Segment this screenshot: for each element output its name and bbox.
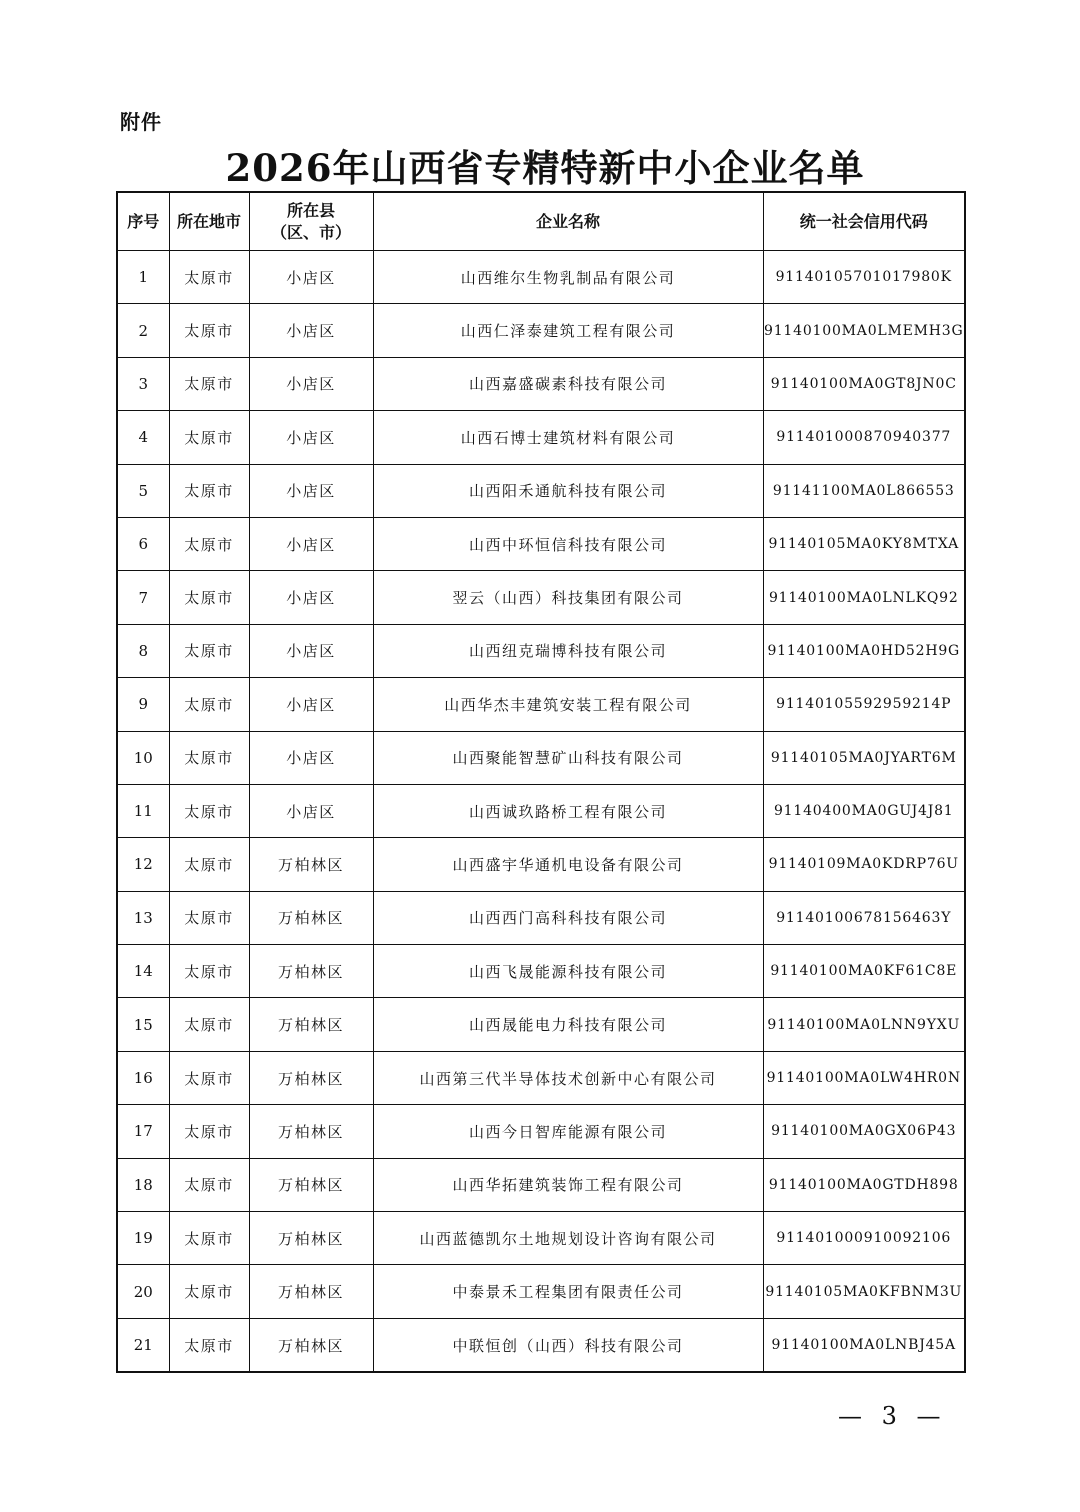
cell-seq: 19 (117, 1212, 169, 1265)
table-row (117, 891, 965, 944)
cell-company-name: 山西中环恒信科技有限公司 (373, 517, 763, 570)
table-row (117, 571, 965, 624)
header-row (117, 192, 965, 251)
table-row (117, 1318, 965, 1372)
header-seq: 序号 (117, 192, 169, 251)
cell-credit-code: 91140100MA0LMEMH3G (763, 304, 965, 357)
cell-company-name: 中泰景禾工程集团有限责任公司 (373, 1265, 763, 1318)
cell-seq: 7 (117, 571, 169, 624)
table-row (117, 1158, 965, 1211)
cell-company-name: 山西仁泽泰建筑工程有限公司 (373, 304, 763, 357)
cell-company-name: 山西纽克瑞博科技有限公司 (373, 624, 763, 677)
table-row (117, 1265, 965, 1318)
cell-county: 万柏林区 (249, 1318, 373, 1372)
cell-city: 太原市 (169, 1265, 249, 1318)
cell-seq: 16 (117, 1051, 169, 1104)
table-row (117, 838, 965, 891)
cell-seq: 4 (117, 411, 169, 464)
table-row (117, 998, 965, 1051)
table-row (117, 1105, 965, 1158)
header-code: 统一社会信用代码 (763, 192, 965, 251)
cell-county: 万柏林区 (249, 1212, 373, 1265)
cell-seq: 20 (117, 1265, 169, 1318)
cell-company-name: 山西华拓建筑装饰工程有限公司 (373, 1158, 763, 1211)
cell-credit-code: 911401000910092106 (763, 1212, 965, 1265)
cell-county: 小店区 (249, 784, 373, 837)
enterprise-table (116, 191, 966, 1373)
table-row (117, 624, 965, 677)
cell-county: 万柏林区 (249, 1105, 373, 1158)
cell-city: 太原市 (169, 1212, 249, 1265)
cell-credit-code: 91141100MA0L866553 (763, 464, 965, 517)
cell-city: 太原市 (169, 357, 249, 410)
table-row (117, 464, 965, 517)
header-company: 企业名称 (373, 192, 763, 251)
cell-company-name: 山西第三代半导体技术创新中心有限公司 (373, 1051, 763, 1104)
cell-company-name: 山西飞晟能源科技有限公司 (373, 945, 763, 998)
table-row (117, 304, 965, 357)
cell-credit-code: 91140100MA0LNLKQ92 (763, 571, 965, 624)
cell-seq: 21 (117, 1318, 169, 1372)
cell-city: 太原市 (169, 624, 249, 677)
cell-seq: 8 (117, 624, 169, 677)
cell-credit-code: 91140100MA0KF61C8E (763, 945, 965, 998)
cell-seq: 12 (117, 838, 169, 891)
cell-seq: 18 (117, 1158, 169, 1211)
cell-county: 小店区 (249, 678, 373, 731)
table-body (117, 251, 965, 1373)
table-row (117, 251, 965, 304)
cell-credit-code: 91140100MA0LNN9YXU (763, 998, 965, 1051)
cell-seq: 13 (117, 891, 169, 944)
table-row (117, 1212, 965, 1265)
cell-county: 小店区 (249, 357, 373, 410)
cell-company-name: 山西维尔生物乳制品有限公司 (373, 251, 763, 304)
cell-city: 太原市 (169, 304, 249, 357)
cell-city: 太原市 (169, 411, 249, 464)
cell-seq: 2 (117, 304, 169, 357)
cell-county: 小店区 (249, 571, 373, 624)
cell-city: 太原市 (169, 1051, 249, 1104)
cell-county: 万柏林区 (249, 998, 373, 1051)
cell-credit-code: 91140100MA0HD52H9G (763, 624, 965, 677)
cell-city: 太原市 (169, 945, 249, 998)
table-row (117, 678, 965, 731)
cell-credit-code: 91140105MA0JYART6M (763, 731, 965, 784)
cell-credit-code: 91140100MA0LNBJ45A (763, 1318, 965, 1372)
cell-city: 太原市 (169, 1318, 249, 1372)
cell-seq: 6 (117, 517, 169, 570)
cell-credit-code: 91140105701017980K (763, 251, 965, 304)
cell-seq: 11 (117, 784, 169, 837)
cell-city: 太原市 (169, 1105, 249, 1158)
header-city: 所在地市 (169, 192, 249, 251)
cell-credit-code: 91140100MA0LW4HR0N (763, 1051, 965, 1104)
cell-company-name: 山西蓝德凯尔土地规划设计咨询有限公司 (373, 1212, 763, 1265)
header-county-line1: 所在县 (286, 200, 335, 220)
cell-seq: 1 (117, 251, 169, 304)
cell-county: 万柏林区 (249, 1158, 373, 1211)
cell-city: 太原市 (169, 998, 249, 1051)
cell-county: 万柏林区 (249, 838, 373, 891)
cell-company-name: 山西盛宇华通机电设备有限公司 (373, 838, 763, 891)
cell-credit-code: 91140105MA0KY8MTXA (763, 517, 965, 570)
cell-seq: 10 (117, 731, 169, 784)
cell-county: 小店区 (249, 304, 373, 357)
cell-seq: 17 (117, 1105, 169, 1158)
cell-city: 太原市 (169, 571, 249, 624)
cell-credit-code: 91140109MA0KDRP76U (763, 838, 965, 891)
cell-city: 太原市 (169, 891, 249, 944)
cell-company-name: 山西今日智库能源有限公司 (373, 1105, 763, 1158)
cell-company-name: 山西聚能智慧矿山科技有限公司 (373, 731, 763, 784)
cell-county: 万柏林区 (249, 945, 373, 998)
cell-credit-code: 91140100MA0GT8JN0C (763, 357, 965, 410)
cell-county: 小店区 (249, 624, 373, 677)
table-row (117, 1051, 965, 1104)
cell-credit-code: 91140100MA0GTDH898 (763, 1158, 965, 1211)
cell-city: 太原市 (169, 464, 249, 517)
cell-city: 太原市 (169, 251, 249, 304)
cell-seq: 15 (117, 998, 169, 1051)
cell-credit-code: 91140100MA0GX06P43 (763, 1105, 965, 1158)
cell-company-name: 山西嘉盛碳素科技有限公司 (373, 357, 763, 410)
cell-county: 万柏林区 (249, 891, 373, 944)
cell-county: 小店区 (249, 731, 373, 784)
cell-company-name: 山西石博士建筑材料有限公司 (373, 411, 763, 464)
table-row (117, 731, 965, 784)
cell-county: 小店区 (249, 411, 373, 464)
table-row (117, 517, 965, 570)
cell-city: 太原市 (169, 784, 249, 837)
cell-seq: 5 (117, 464, 169, 517)
table-row (117, 784, 965, 837)
cell-city: 太原市 (169, 838, 249, 891)
cell-city: 太原市 (169, 678, 249, 731)
cell-city: 太原市 (169, 1158, 249, 1211)
cell-credit-code: 91140105592959214P (763, 678, 965, 731)
table-header (117, 192, 965, 251)
table-row (117, 411, 965, 464)
cell-city: 太原市 (169, 517, 249, 570)
cell-city: 太原市 (169, 731, 249, 784)
table-row (117, 945, 965, 998)
cell-company-name: 山西西门高科科技有限公司 (373, 891, 763, 944)
page-number: — 3 — (838, 1402, 947, 1430)
cell-county: 小店区 (249, 517, 373, 570)
cell-county: 小店区 (249, 464, 373, 517)
cell-county: 万柏林区 (249, 1265, 373, 1318)
cell-company-name: 山西晟能电力科技有限公司 (373, 998, 763, 1051)
cell-company-name: 山西华杰丰建筑安装工程有限公司 (373, 678, 763, 731)
attachment-label: 附件 (120, 110, 162, 134)
cell-credit-code: 91140400MA0GUJ4J81 (763, 784, 965, 837)
header-county (249, 192, 373, 251)
cell-credit-code: 911401000870940377 (763, 411, 965, 464)
header-county-line2: （区、市） (270, 222, 351, 242)
cell-company-name: 翌云（山西）科技集团有限公司 (373, 571, 763, 624)
page-title: 2026年山西省专精特新中小企业名单 (225, 146, 865, 190)
cell-company-name: 中联恒创（山西）科技有限公司 (373, 1318, 763, 1372)
table-row (117, 357, 965, 410)
cell-company-name: 山西阳禾通航科技有限公司 (373, 464, 763, 517)
cell-seq: 14 (117, 945, 169, 998)
cell-company-name: 山西诚玖路桥工程有限公司 (373, 784, 763, 837)
cell-credit-code: 91140100678156463Y (763, 891, 965, 944)
cell-credit-code: 91140105MA0KFBNM3U (763, 1265, 965, 1318)
cell-county: 小店区 (249, 251, 373, 304)
cell-seq: 9 (117, 678, 169, 731)
cell-county: 万柏林区 (249, 1051, 373, 1104)
cell-seq: 3 (117, 357, 169, 410)
